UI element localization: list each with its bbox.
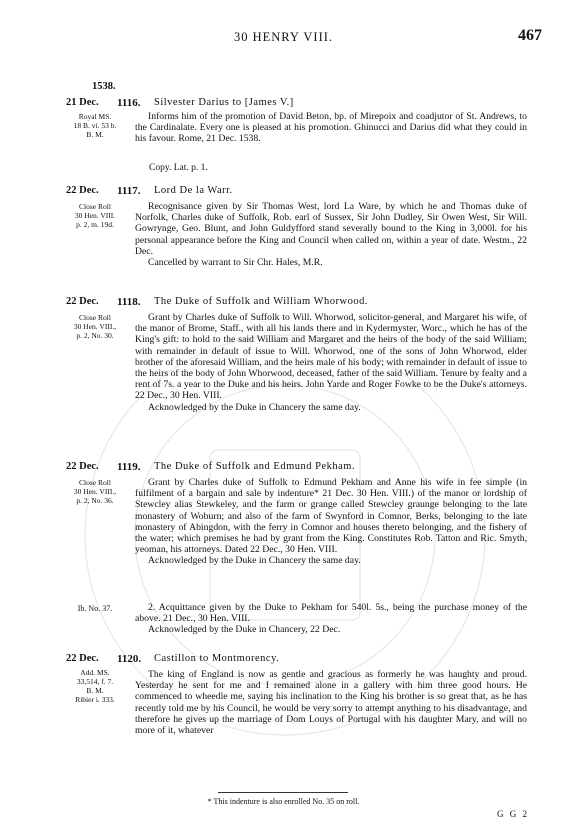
sub-entry-source-ref: Ib. No. 37. [77, 604, 113, 613]
ref-line: B. M. [86, 686, 104, 695]
entry-source-ref [60, 668, 130, 704]
footnote: * This indenture is also enrolled No. 35 on roll. [207, 797, 360, 806]
entry-paragraph: 2. Acquittance given by the Duke to Pekham for 540l. 5s., being the purchase money of the above. 21 Dec., 30 Hen. VIII. [135, 602, 527, 625]
ref-line: 33,514, f. 7. [76, 677, 114, 686]
ref-line: Ribier i. 333. [75, 695, 115, 704]
printer-signature: G G 2 [497, 809, 529, 819]
running-header: 30 HENRY VIII. [233, 30, 334, 44]
ref-line: p. 2, No. 36. [76, 496, 114, 505]
ref-line: Close Roll [79, 478, 111, 487]
entry-number: 1117. [117, 185, 141, 197]
ref-line: Close Roll [79, 202, 111, 211]
entry-paragraph: Grant by Charles duke of Suffolk to Edmund Pekham and Anne his wife in fee simple (in fulfilment of a bargain and sale by indenture* 21 Dec. 30 Hen. VIII.) of the manor or lordship of Stewcley alias Stewkeley, and the farm or grange called Stewcley graunge belonging to the late monastery of Woburn; and also of the farm of Swynford in Comnor, Berks, belonging to the late monastery of Abingdon, with the ferry in Comnor and houses thereto belonging, and the fishery of the water; which premises he had by grant from the King. Constitutes Rob. Tatton and Ric. Smyth, yeoman, his attorneys. Dated 22 Dec., 30 Hen. VIII. [135, 477, 527, 556]
entry-paragraph: Acknowledged by the Duke in Chancery the same day. [148, 401, 361, 413]
entry-date: 22 Dec. [66, 296, 99, 307]
entry-paragraph: Informs him of the promotion of David Beton, bp. of Mirepoix and coadjutor of St. Andrews, to the Cardinalate. Every one is pleased at his promotion. Ghinucci and Darius did what they could in his favour. Rome, 21 Dec. 1538. [135, 111, 527, 145]
ref-line: 30 Hen. VIII., [73, 487, 117, 496]
entry-number: 1116. [117, 97, 141, 109]
page-number: 467 [518, 27, 542, 44]
entry-body [135, 312, 527, 413]
copy-note: Copy. Lat. p. 1. [149, 163, 208, 173]
entry-paragraph: Recognisance given by Sir Thomas West, lord La Ware, by which he and Thomas duke of Norfolk, Charles duke of Suffolk, Rob. earl of Sussex, Sir John Dudley, Sir Owen West, Sir Will. Gowrynge, Geo. Blunt, and John Guldyfford stand severally bound to the King in 3,000l. for his personal appearance before the King and Council when called on, within a year of date. Westm., 22 Dec. [135, 201, 527, 257]
entry-paragraph: Acknowledged by the Duke in Chancery, 22 Dec. [148, 624, 341, 636]
ref-line: Royal MS. [78, 112, 112, 121]
entry-source-ref [60, 313, 130, 340]
ref-line: Close Roll [79, 313, 111, 322]
ref-line: B. M. [86, 130, 104, 139]
footnote-divider [218, 792, 348, 793]
entry-date: 22 Dec. [66, 653, 99, 664]
entry-paragraph: The king of England is now as gentle and gracious as formerly he was haughty and proud. Yesterday he sent for me and I remained alone in a gallery with him three good hours. He commenced to wheedle me, saying his inclination to the King his brother is so great that, as he has recently told me by his Council, he would be very sorry to attempt anything to his disadvantage, and therefore he gives up the marriage of Dom Louys of Portugal with his daughter Mary, and will no more of it, whatever [135, 669, 527, 737]
entry-body [135, 669, 527, 736]
entry-title: Silvester Darius to [James V.] [154, 97, 294, 108]
entry-title: The Duke of Suffolk and William Whorwood. [154, 296, 369, 307]
entry-body [135, 477, 527, 567]
entry-date: 21 Dec. [66, 97, 99, 108]
entry-number: 1120. [117, 653, 142, 665]
entry-paragraph: Acknowledged by the Duke in Chancery the same day. [148, 555, 361, 567]
entry-paragraph: Cancelled by warrant to Sir Chr. Hales, M.R. [148, 257, 323, 269]
entry-number: 1119. [117, 461, 141, 473]
entry-body [135, 111, 527, 145]
entry-source-ref [60, 112, 130, 139]
entry-source-ref [60, 202, 130, 229]
ref-line: 30 Hen. VIII. [74, 211, 116, 220]
ref-line: 18 B. vi. 53 b. [73, 121, 117, 130]
entry-title: The Duke of Suffolk and Edmund Pekham. [154, 461, 356, 472]
entry-date: 22 Dec. [66, 185, 99, 196]
entry-date: 22 Dec. [66, 461, 99, 472]
ref-line: p. 2, No. 30. [76, 331, 114, 340]
entry-source-ref [60, 478, 130, 505]
entry-title: Castillon to Montmorency. [154, 653, 280, 664]
entry-paragraph: Grant by Charles duke of Suffolk to Will. Whorwod, solicitor-general, and Margaret his wife, of the manor of Brome, Staff., with all his lands there and in Kydermyster, Worc., which he has of the King's gift: to hold to the said William and Margaret and the heirs of the body of the said William; with remainder in default of issue to Will. Whorwod, one of the sons of John Whorwod, elder brother of the aforesaid William, and the heirs male of his body; with remainder in default of issue to the heirs of the body of John Whorwood, deceased, father of the said William. Tenure by fealty and a rent of 7s. a year to the Duke and his heirs. John Yarde and Roger Fowke to be the Duke's attorneys. 22 Dec., 30 Hen. VIII. [135, 312, 527, 402]
entry-body [135, 201, 527, 268]
entry-number: 1118. [117, 296, 141, 308]
ref-line: 30 Hen. VIII., [73, 322, 117, 331]
ref-line: Add. MS. [80, 668, 110, 677]
entry-title: Lord De la Warr. [154, 185, 233, 196]
ref-line: p. 2, m. 19d. [76, 220, 114, 229]
sub-entry-body [135, 602, 527, 636]
year-heading: 1538. [92, 81, 116, 92]
